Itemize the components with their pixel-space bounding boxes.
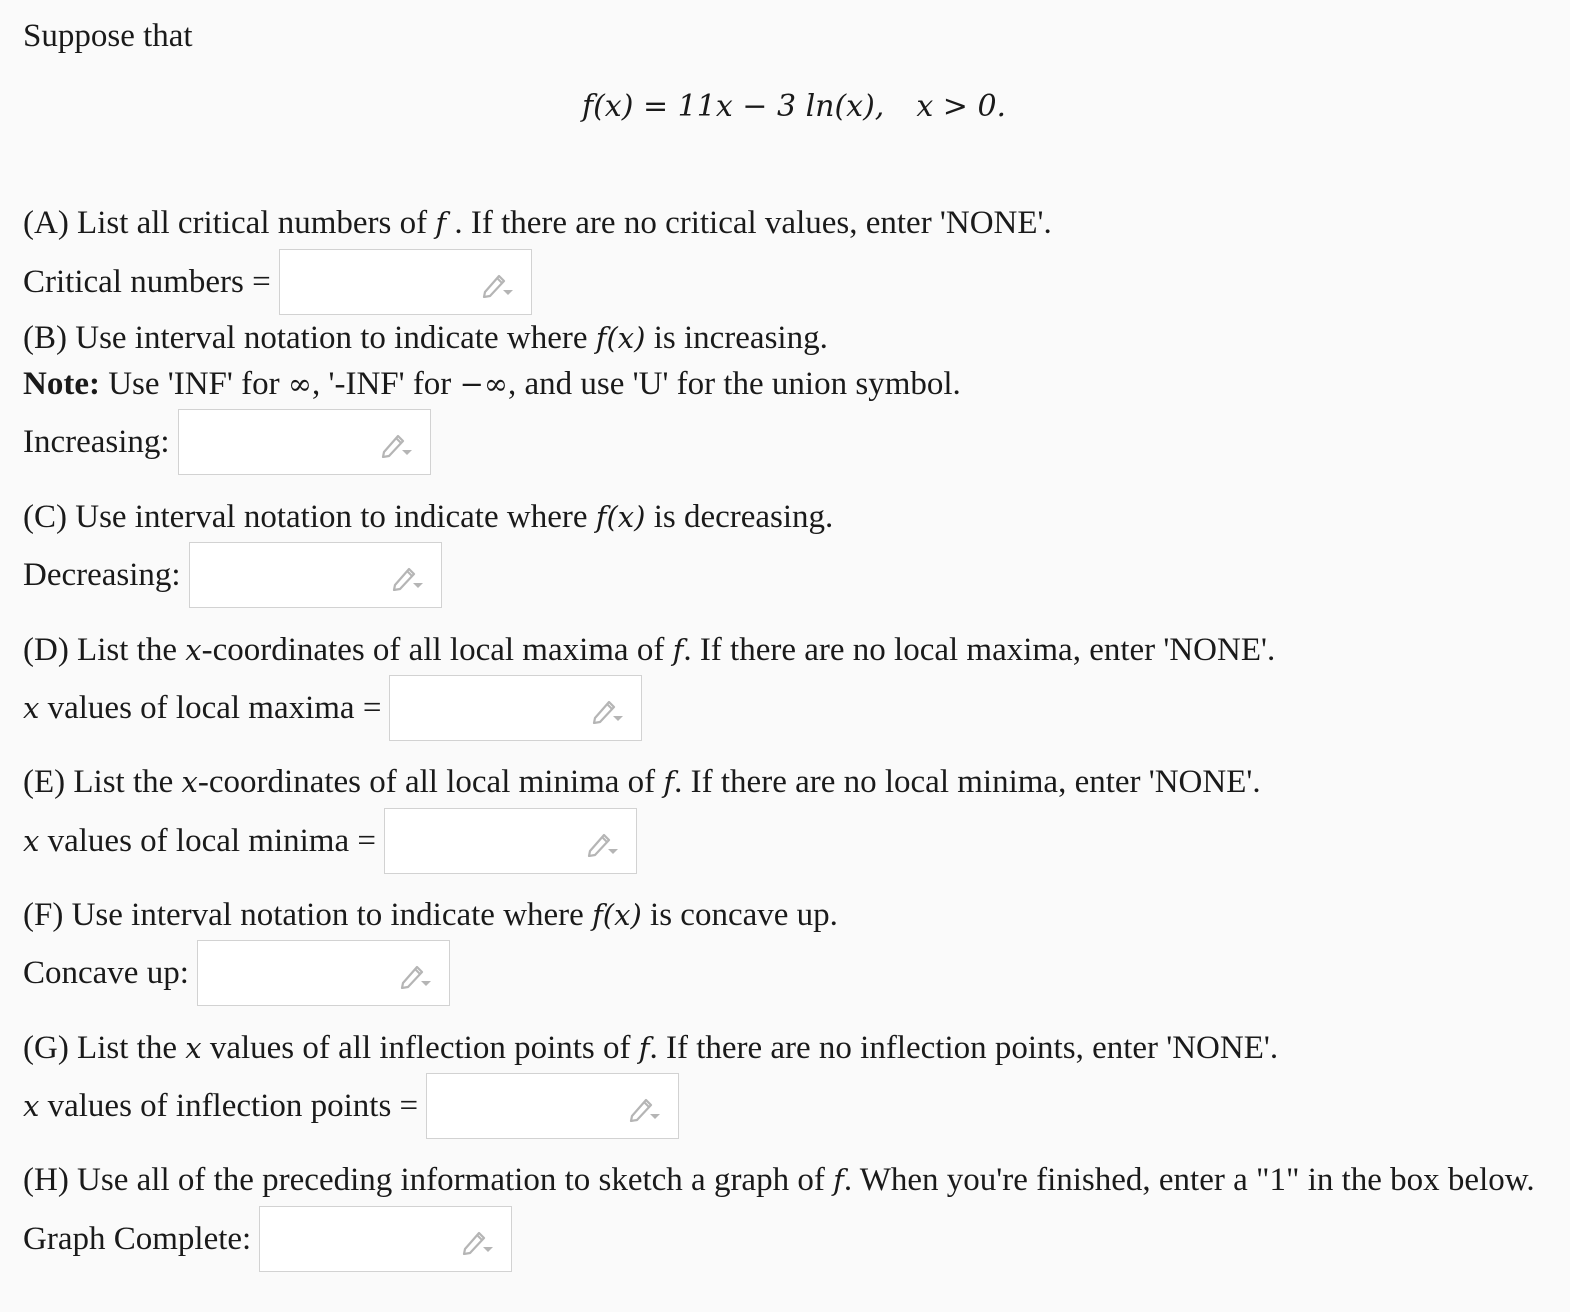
question-d-text: (D) List the (23, 632, 186, 668)
question-b-var: f(x) (595, 321, 646, 355)
answer-row-d (23, 674, 642, 742)
answer-row-h (23, 1205, 512, 1273)
pencil-edit-icon[interactable] (628, 1094, 662, 1122)
answer-row-a (23, 248, 532, 316)
intro-text: Suppose that (23, 18, 193, 54)
note-text-2: , '-INF' for (312, 366, 460, 402)
question-d-var2: f (672, 633, 684, 667)
local-minima-label-var: x (23, 824, 40, 858)
question-d-text-end: . If there are no local maxima, enter 'NONE'. (683, 632, 1276, 668)
local-maxima-label-var: x (23, 691, 40, 725)
question-c-text-end: is decreasing. (645, 499, 834, 535)
inflection-points-label-text: values of inflection points = (39, 1088, 419, 1124)
question-a-text: (A) List all critical numbers of (23, 205, 436, 241)
formula-lhs: f(x) = 11x − 3 ln(x), (582, 89, 885, 124)
pencil-edit-icon[interactable] (380, 430, 414, 458)
critical-numbers-input[interactable] (279, 249, 532, 315)
decreasing-label: Decreasing: (23, 557, 181, 593)
question-d-var: x (185, 633, 202, 667)
question-b-prompt (23, 318, 828, 358)
increasing-label: Increasing: (23, 424, 170, 460)
concave-up-input[interactable] (197, 940, 450, 1006)
question-f-var: f(x) (592, 898, 642, 932)
local-minima-input[interactable] (384, 808, 637, 874)
question-f-text: (F) Use interval notation to indicate where (23, 897, 593, 933)
pencil-edit-icon[interactable] (461, 1227, 495, 1255)
question-e-text: (E) List the (23, 764, 182, 800)
question-e-prompt (23, 762, 1261, 802)
answer-row-e (23, 807, 637, 875)
question-f-prompt (23, 895, 838, 935)
local-maxima-label (23, 688, 389, 728)
question-d-text-mid: -coordinates of all local maxima of (201, 632, 673, 668)
question-g-prompt (23, 1028, 1278, 1068)
pencil-edit-icon[interactable] (591, 696, 625, 724)
question-h-prompt (23, 1160, 1535, 1200)
inflection-points-label (23, 1086, 426, 1126)
question-e-text-mid: -coordinates of all local minima of (197, 764, 664, 800)
increasing-input[interactable] (178, 409, 431, 475)
question-e-text-end: . If there are no local minima, enter 'NONE'. (674, 764, 1261, 800)
question-h-text-end: . When you're finished, enter a "1" in the box below. (843, 1162, 1535, 1198)
answer-row-g (23, 1072, 679, 1140)
question-c-var: f(x) (595, 500, 646, 534)
question-b-note (23, 364, 961, 404)
question-b-text-end: is increasing. (645, 320, 828, 356)
inflection-points-input[interactable] (426, 1073, 679, 1139)
pencil-edit-icon[interactable] (391, 563, 425, 591)
decreasing-input[interactable] (189, 542, 442, 608)
question-h-text: (H) Use all of the preceding information to sketch a graph of (23, 1162, 834, 1198)
question-a-var: f (435, 206, 447, 240)
pencil-edit-icon[interactable] (481, 270, 515, 298)
pencil-edit-icon[interactable] (399, 961, 433, 989)
note-text-3: , and use 'U' for the union symbol. (508, 366, 961, 402)
question-g-text: (G) List the (23, 1030, 186, 1066)
question-g-text-end: . If there are no inflection points, enter 'NONE'. (649, 1030, 1279, 1066)
concave-up-label: Concave up: (23, 955, 189, 991)
question-h-var: f (833, 1163, 844, 1197)
answer-row-f (23, 939, 450, 1007)
formula-condition: x > 0. (916, 89, 1007, 124)
function-formula (582, 85, 1006, 129)
question-a-text-end: . If there are no critical values, enter 'NONE'. (446, 205, 1052, 241)
answer-row-c (23, 541, 442, 609)
graph-complete-label: Graph Complete: (23, 1221, 252, 1257)
local-minima-label-text: values of local minima = (39, 823, 376, 859)
inflection-points-label-var: x (23, 1089, 40, 1123)
question-b-text: (B) Use interval notation to indicate where (23, 320, 596, 356)
note-neginf: −∞ (459, 367, 509, 401)
question-a-prompt (23, 203, 1052, 243)
local-maxima-label-text: values of local maxima = (39, 690, 382, 726)
critical-numbers-label: Critical numbers = (23, 264, 271, 300)
question-e-var: x (181, 765, 198, 799)
note-text-1: Use 'INF' for (99, 366, 288, 402)
question-f-text-end: is concave up. (641, 897, 838, 933)
answer-row-b (23, 408, 431, 476)
question-g-text-mid: values of all inflection points of (201, 1030, 639, 1066)
question-g-var: x (185, 1031, 202, 1065)
local-minima-label (23, 821, 384, 861)
note-label: Note: (23, 366, 100, 402)
note-inf: ∞ (287, 367, 313, 401)
question-g-var2: f (638, 1031, 650, 1065)
question-c-text: (C) Use interval notation to indicate where (23, 499, 596, 535)
question-d-prompt (23, 630, 1275, 670)
local-maxima-input[interactable] (389, 675, 642, 741)
question-e-var2: f (663, 765, 675, 799)
pencil-edit-icon[interactable] (586, 829, 620, 857)
graph-complete-input[interactable] (259, 1206, 512, 1272)
question-c-prompt (23, 497, 833, 537)
